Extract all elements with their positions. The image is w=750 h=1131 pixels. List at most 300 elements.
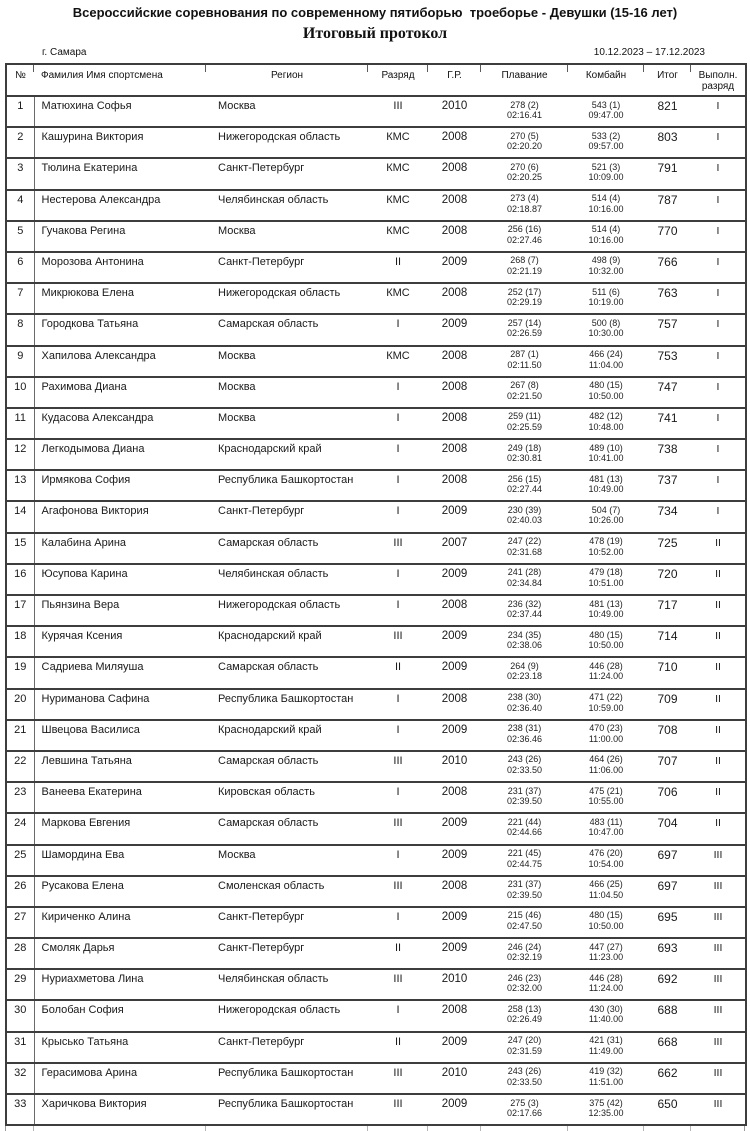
swim-cell-time: 02:44.75 [506,858,543,869]
swim-cell-score: 256 (16) [507,224,542,235]
region-cell: Москва [218,380,256,393]
page-title: Всероссийские соревнования по современному пятиборью троеборье - Девушки (15-16 лет) [72,5,678,20]
rank-cell: III [393,630,403,643]
combine-cell-score: 504 (7) [591,504,621,515]
combine-cell-time: 10:52.00 [588,546,624,557]
swim-cell [481,938,568,969]
combine-cell-time: 11:06.00 [588,764,624,775]
combine-cell [568,969,644,1000]
place-cell: 33 [6,1094,34,1125]
region-cell: Москва [218,100,256,112]
swim-cell [481,720,568,751]
swim-cell [481,501,568,532]
total-cell: 697 [657,847,678,862]
region-cell: Москва [218,349,256,362]
rank-cell: III [393,973,403,986]
total-cell: 803 [657,130,678,145]
combine-cell-score: 446 (28) [589,660,623,671]
swim-cell-score: 243 (26) [507,1066,542,1077]
swim-cell-score: 241 (28) [507,567,542,578]
col-header-final-rank-line1: Выполн. [698,70,738,81]
athlete-name-cell: Смоляк Дарья [41,942,115,955]
rank-cell: III [393,1098,403,1110]
swim-cell [481,158,568,189]
final-rank-cell: III [713,1066,723,1079]
swim-cell-time: 02:21.50 [506,390,543,401]
swim-cell [481,439,568,470]
table-row [6,190,746,221]
swim-cell-score: 268 (7) [510,255,539,266]
combine-cell [568,314,644,345]
combine-cell-time: 09:47.00 [588,110,624,120]
combine-cell [568,470,644,501]
swim-cell [481,314,568,345]
swim-cell-time: 02:31.59 [506,1045,543,1056]
region-cell: Санкт-Петербург [218,162,305,175]
swim-cell-score: 270 (6) [510,161,539,172]
col-header-final-rank [691,64,746,96]
final-rank-cell: II [715,754,721,767]
birth-year-cell: 2008 [441,349,468,362]
swim-cell [481,626,568,657]
place-cell: 8 [6,314,34,345]
athlete-name-cell: Пьянзина Вера [41,599,120,611]
final-rank-cell: II [715,661,721,674]
combine-cell-time: 09:57.00 [588,141,624,152]
table-row [6,876,746,907]
birth-year-cell: 2009 [441,567,468,580]
combine-cell-score: 483 (11) [589,816,623,827]
combine-cell-time: 11:23.00 [588,952,624,963]
combine-cell-score: 479 (18) [589,567,623,578]
region-cell: Нижегородская область [218,1004,341,1017]
swim-cell-time: 02:44.66 [506,827,543,838]
table-row [6,907,746,938]
region-cell: Республика Башкортостан [218,692,354,705]
swim-cell-score: 246 (23) [507,972,542,983]
place-cell: 1 [6,96,34,127]
swim-cell-time: 02:27.44 [506,484,543,495]
athlete-name-cell: Кириченко Алина [41,910,131,923]
combine-cell [568,751,644,782]
table-row [6,782,746,813]
place-cell: 31 [6,1032,34,1063]
athlete-name-cell: Маркова Евгения [41,817,131,830]
birth-year-cell: 2009 [441,848,468,861]
region-cell: Санкт-Петербург [218,942,305,955]
athlete-name-cell: Морозова Антонина [41,255,144,268]
combine-cell [568,221,644,252]
birth-year-cell: 2008 [441,411,468,424]
athlete-name-cell: Ванеева Екатерина [41,786,142,799]
table-row [6,314,746,345]
birth-year-cell: 2009 [441,723,468,736]
swim-cell [481,346,568,377]
table-row [6,1000,746,1031]
combine-cell-score: 514 (4) [591,193,621,204]
combine-cell [568,564,644,595]
final-rank-cell: I [716,224,720,237]
region-cell: Краснодарский край [218,630,322,643]
combine-cell [568,876,644,907]
athlete-name-cell: Шамордина Ева [41,848,125,861]
col-header-swimming: Плавание [481,64,568,96]
combine-cell-time: 10:09.00 [588,172,624,183]
birth-year-cell: 2008 [441,474,468,487]
combine-cell-time: 11:04.50 [588,889,624,900]
final-rank-cell: I [716,193,720,206]
birth-year-cell: 2008 [441,786,468,799]
birth-year-cell: 2009 [441,505,468,518]
table-row [6,158,746,189]
combine-cell-score: 480 (15) [589,380,623,391]
swim-cell-time: 02:26.49 [506,1014,543,1025]
total-cell: 708 [657,722,678,737]
combine-cell-score: 419 (32) [589,1066,623,1077]
combine-cell-time: 11:40.00 [588,1014,624,1025]
region-cell: Республика Башкортостан [218,1098,354,1110]
swim-cell [481,876,568,907]
athlete-name-cell: Герасимова Арина [41,1066,138,1079]
col-header-rank: Разряд [368,64,428,96]
combine-cell-time: 10:59.00 [588,702,624,713]
rank-cell: II [394,255,402,268]
swim-cell-score: 246 (24) [507,941,542,952]
combine-cell-time: 10:19.00 [588,297,624,308]
birth-year-cell: 2010 [441,1066,468,1079]
col-header-region: Регион [206,64,368,96]
birth-year-cell: 2010 [441,754,468,767]
rank-cell: I [396,443,400,456]
birth-year-cell: 2009 [441,318,468,331]
final-rank-cell: II [715,630,721,643]
athlete-name-cell: Курячая Ксения [41,630,123,643]
final-rank-cell: III [713,1035,723,1048]
region-cell: Смоленская область [218,879,325,892]
combine-cell-time: 11:00.00 [588,733,624,744]
place-cell: 12 [6,439,34,470]
swim-cell-score: 238 (31) [507,723,542,734]
col-header-total: Итог [644,64,691,96]
swim-cell-time: 02:29.19 [506,297,543,308]
rank-cell: III [393,536,403,549]
birth-year-cell: 2008 [441,599,468,611]
place-cell: 9 [6,346,34,377]
region-cell: Нижегородская область [218,599,341,611]
place-cell: 10 [6,377,34,408]
combine-cell [568,1063,644,1094]
table-row [6,689,746,720]
total-cell: 707 [657,753,678,768]
combine-cell-time: 11:49.00 [588,1045,624,1056]
swim-cell [481,1032,568,1063]
swim-cell-time: 02:17.66 [506,1108,543,1118]
combine-cell [568,689,644,720]
total-cell: 821 [657,99,678,113]
final-rank-cell: I [716,349,720,362]
swim-cell-score: 278 (2) [510,99,539,110]
swim-cell-time: 02:20.20 [506,141,543,152]
athlete-name-cell: Хапилова Александра [41,349,156,362]
region-cell: Кировская область [218,786,315,799]
place-cell: 15 [6,533,34,564]
rank-cell: КМС [386,193,410,206]
swim-cell-score: 258 (13) [507,1003,542,1014]
col-header-name: Фамилия Имя спортсмена [34,64,206,96]
final-rank-cell: II [715,536,721,549]
swim-cell-time: 02:47.50 [506,920,543,931]
rank-cell: III [393,817,403,830]
table-row [6,751,746,782]
region-cell: Санкт-Петербург [218,255,305,268]
birth-year-cell: 2008 [441,162,468,175]
meta-row [0,47,750,59]
table-row [6,938,746,969]
combine-cell-time: 11:24.00 [588,983,624,994]
combine-cell-score: 514 (4) [591,224,621,235]
combine-cell-score: 430 (30) [589,1003,623,1014]
swim-cell-time: 02:38.06 [506,640,543,651]
athlete-name-cell: Матюхина Софья [41,100,132,112]
rank-cell: II [394,661,402,674]
birth-year-cell: 2008 [441,224,468,237]
swim-cell-time: 02:34.84 [506,577,543,588]
place-cell: 25 [6,845,34,876]
total-cell: 737 [657,473,678,488]
combine-cell [568,252,644,283]
final-rank-cell: I [716,100,720,112]
rank-cell: III [393,754,403,767]
swim-cell-score: 256 (15) [507,473,542,484]
swim-cell [481,751,568,782]
region-cell: Челябинская область [218,973,329,986]
combine-cell [568,533,644,564]
swim-cell-score: 221 (44) [507,816,542,827]
combine-cell-score: 481 (13) [589,598,623,609]
swim-cell-time: 02:39.50 [506,889,543,900]
region-cell: Самарская область [218,318,319,331]
combine-cell [568,626,644,657]
athlete-name-cell: Кудасова Александра [41,411,154,424]
swim-cell [481,969,568,1000]
rank-cell: I [396,318,400,331]
combine-cell [568,96,644,127]
athlete-name-cell: Калабина Арина [41,536,127,549]
region-cell: Самарская область [218,754,319,767]
table-row [6,127,746,158]
final-rank-cell: II [715,599,721,611]
swim-cell-time: 02:33.50 [506,764,543,775]
combine-cell-time: 10:55.00 [588,796,624,807]
date-range: 10.12.2023 – 17.12.2023 [593,47,705,58]
region-cell: Самарская область [218,536,319,549]
place-cell: 7 [6,283,34,314]
rank-cell: II [394,1035,402,1048]
combine-cell [568,845,644,876]
total-cell: 709 [657,691,678,706]
place-cell: 16 [6,564,34,595]
total-cell: 757 [657,317,678,332]
total-cell: 662 [657,1065,678,1080]
place-cell: 29 [6,969,34,1000]
total-cell: 688 [657,1003,678,1018]
total-cell: 720 [657,566,678,581]
birth-year-cell: 2009 [441,1098,468,1110]
total-cell: 791 [657,161,678,176]
table-row [6,96,746,127]
table-header-row [6,64,746,96]
combine-cell [568,1032,644,1063]
combine-cell-score: 470 (23) [589,723,623,734]
athlete-name-cell: Юсупова Карина [41,567,128,580]
final-rank-cell: II [715,723,721,736]
place-cell: 19 [6,657,34,688]
region-cell: Нижегородская область [218,287,341,300]
final-rank-cell: II [715,567,721,580]
place-cell: 21 [6,720,34,751]
swim-cell [481,1000,568,1031]
total-cell: 704 [657,816,678,831]
birth-year-cell: 2010 [441,973,468,986]
total-cell: 741 [657,410,678,425]
place-cell: 23 [6,782,34,813]
combine-cell-time: 10:49.00 [588,484,624,495]
combine-cell-time: 10:30.00 [588,328,624,339]
region-cell: Санкт-Петербург [218,910,305,923]
birth-year-cell: 2009 [441,661,468,674]
swim-cell-score: 247 (20) [507,1035,542,1046]
combine-cell [568,439,644,470]
athlete-name-cell: Харичкова Виктория [41,1098,147,1110]
athlete-name-cell: Микрюкова Елена [41,287,135,300]
birth-year-cell: 2009 [441,910,468,923]
final-rank-cell: II [715,786,721,799]
combine-cell [568,1000,644,1031]
place-cell: 2 [6,127,34,158]
swim-cell-time: 02:18.87 [506,203,543,214]
swim-cell [481,190,568,221]
table-row [6,501,746,532]
total-cell: 714 [657,629,678,644]
combine-cell [568,377,644,408]
place-cell: 32 [6,1063,34,1094]
table-row [6,1032,746,1063]
swim-cell-score: 249 (18) [507,442,542,453]
athlete-name-cell: Левшина Татьяна [41,754,132,767]
swim-cell-score: 230 (39) [507,504,542,515]
city-label: г. Самара [42,47,87,58]
combine-cell-score: 511 (6) [592,286,620,297]
combine-cell [568,657,644,688]
swim-cell-score: 236 (32) [507,598,542,609]
combine-cell [568,501,644,532]
athlete-name-cell: Ирмякова София [41,474,131,487]
table-row [6,1094,746,1125]
final-rank-cell: I [716,162,720,175]
swim-cell-score: 275 (3) [510,1097,539,1108]
athlete-name-cell: Крысько Татьяна [41,1035,129,1048]
swim-cell-score: 257 (14) [507,317,542,328]
table-row [6,969,746,1000]
table-row [6,1063,746,1094]
swim-cell-score: 267 (8) [510,380,539,391]
combine-cell-time: 10:16.00 [588,203,624,214]
combine-cell-time: 10:54.00 [588,858,624,869]
combine-cell [568,907,644,938]
combine-cell-score: 521 (3) [591,161,621,172]
combine-cell-score: 466 (24) [589,349,623,359]
combine-cell-score: 375 (42) [589,1097,623,1108]
place-cell: 17 [6,595,34,626]
swim-cell-time: 02:37.44 [506,609,543,619]
swim-cell-time: 02:32.00 [506,983,543,994]
table-row [6,221,746,252]
table-row [6,720,746,751]
athlete-name-cell: Русакова Елена [41,879,124,892]
combine-cell-score: 481 (13) [589,473,623,484]
combine-cell-time: 10:50.00 [588,640,624,651]
table-row [6,533,746,564]
place-cell: 13 [6,470,34,501]
rank-cell: III [393,879,403,892]
final-rank-cell: I [716,131,720,144]
rank-cell: I [396,474,400,487]
region-cell: Республика Башкортостан [218,1066,354,1079]
table-row [6,626,746,657]
combine-cell [568,938,644,969]
swim-cell-time: 02:16.41 [506,110,543,120]
place-cell: 5 [6,221,34,252]
protocol-subtitle: Итоговый протокол [302,25,448,42]
combine-cell [568,813,644,844]
place-cell: 3 [6,158,34,189]
swim-cell-time: 02:30.81 [506,453,543,464]
rank-cell: I [396,910,400,923]
swim-cell-time: 02:20.25 [506,172,543,183]
table-row [6,845,746,876]
athlete-name-cell: Легкодымова Диана [41,443,145,456]
combine-cell-time: 10:16.00 [588,234,624,245]
athlete-name-cell: Нуриманова Сафина [41,692,150,705]
swim-cell-score: 264 (9) [510,660,539,671]
combine-cell [568,283,644,314]
swim-cell-time: 02:32.19 [506,952,543,963]
table-row [6,283,746,314]
combine-cell-score: 471 (22) [589,692,623,703]
total-cell: 766 [657,254,678,269]
combine-cell [568,190,644,221]
rank-cell: III [393,100,403,112]
rank-cell: I [396,786,400,799]
swim-cell-time: 02:31.68 [506,546,543,557]
birth-year-cell: 2008 [441,131,468,144]
swim-cell [481,96,568,127]
combine-cell-time: 10:49.00 [588,609,624,619]
swim-cell-score: 270 (5) [510,130,539,141]
place-cell: 22 [6,751,34,782]
swim-cell-score: 231 (37) [507,785,542,796]
total-cell: 734 [657,504,678,519]
combine-cell-score: 543 (1) [591,99,621,110]
final-rank-cell: III [713,973,723,986]
combine-cell-time: 10:32.00 [588,265,624,276]
combine-cell-score: 498 (9) [591,255,621,266]
swim-cell-score: 252 (17) [507,286,542,297]
final-rank-cell: I [716,255,720,268]
swim-cell-time: 02:23.18 [506,671,543,682]
region-cell: Челябинская область [218,193,329,206]
total-cell: 706 [657,785,678,800]
